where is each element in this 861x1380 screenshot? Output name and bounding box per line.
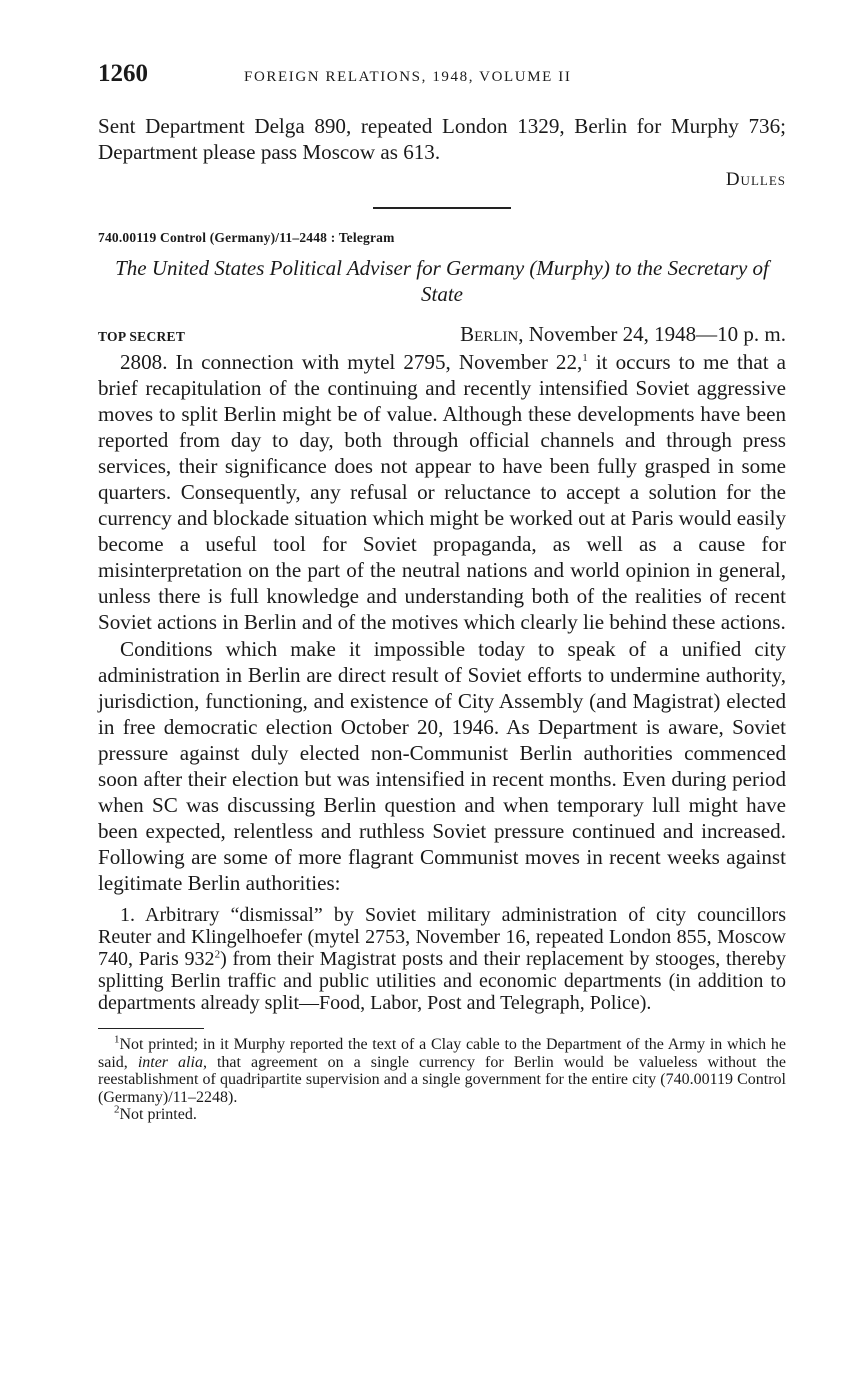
footnote-2 bbox=[98, 1103, 786, 1124]
footnote-2-mark: 2 bbox=[114, 1103, 120, 1116]
paragraph-1-start: 2808. In connection with mytel 2795, November 22, bbox=[120, 350, 583, 374]
signature: Dulles bbox=[725, 169, 786, 190]
place: Berlin, bbox=[460, 322, 524, 346]
footnote-ref-2: 2 bbox=[214, 948, 221, 961]
document-page bbox=[98, 60, 786, 1124]
dateline bbox=[98, 322, 786, 347]
footnote-1 bbox=[98, 1033, 787, 1106]
list-item-1 bbox=[98, 904, 786, 1014]
file-reference: 740.00119 Control (Germany)/11–2448 : Telegram bbox=[98, 230, 395, 245]
section-divider bbox=[373, 207, 511, 209]
classification-label: TOP SECRET bbox=[98, 329, 186, 344]
running-title: FOREIGN RELATIONS, 1948, VOLUME II bbox=[244, 69, 572, 85]
footnote-2-text: Not printed. bbox=[119, 1106, 197, 1123]
paragraph-1 bbox=[98, 349, 786, 635]
footnote-1-italic: inter alia bbox=[137, 1053, 203, 1071]
footnote-ref-1: 1 bbox=[582, 351, 588, 364]
footnote-1-rest: , that agreement on a single currency for Berlin would be valueless without the reestablishment of quadripartite supervision and a single government for the entire city (740.00119 Control (Germany)/11–2248). bbox=[98, 1053, 787, 1106]
date: November 24, 1948—10 p. m. bbox=[528, 322, 786, 346]
page-number: 1260 bbox=[98, 60, 148, 87]
footnote-1-start: Not printed; in it Murphy reported the text of a Clay cable to the Department of the Army in which he said, bbox=[98, 1036, 786, 1071]
footnote-1-mark: 1 bbox=[114, 1033, 120, 1046]
footnote-divider bbox=[98, 1028, 204, 1029]
list-item-1-rest: ) from their Magistrat posts and their replacement by stooges, thereby splitting Berlin traffic and public utilities and economic departments (in addition to departments already split—Food, Labor, Post and Telegraph, Police). bbox=[98, 948, 786, 1014]
place-date bbox=[460, 322, 786, 347]
paragraph-2: Conditions which make it impossible today to speak of a unified city administration in Berlin are direct result of Soviet efforts to undermine authority, jurisdiction, functioning, and existence of City Assembly (and Magistrat) elected in free democratic election October 20, 1946. As Department is aware, Soviet pressure against duly elected non-Communist Berlin authorities commenced soon after their election but was intensified in recent months. Even during period when SC was discussing Berlin question and when temporary lull might have been expected, relentless and ruthless Soviet pressure continued and increased. Following are some of more flagrant Communist moves in recent weeks against legitimate Berlin authorities: bbox=[98, 637, 786, 895]
footnotes bbox=[98, 1033, 787, 1124]
paragraph-1-rest: it occurs to me that a brief recapitulation of the continuing and recently intensified Soviet aggressive moves to split Berlin might be of value. Although these developments have been reported from day to day, both through official channels and through press services, their significance does not appear to have been fully grasped in some quarters. Consequently, any refusal or reluctance to accept a solution for the currency and blockade situation which might be worked out at Paris would easily become a useful tool for Soviet propaganda, as well as a cause for misinterpretation on the part of the neutral nations and world opinion in general, unless there is full knowledge and understanding both of the realities of recent Soviet actions in Berlin and of the motives which clearly lie behind these actions. bbox=[98, 350, 786, 634]
list-item-1-start: 1. Arbitrary “dismissal” by Soviet military administration of city councillors Reuter and Klingelhoefer (mytel 2753, November 16, repeated London 855, Moscow 740, Paris 932 bbox=[98, 904, 786, 970]
page-header bbox=[98, 60, 786, 100]
document-title: The United States Political Adviser for Germany (Murphy) to the Secretary of State bbox=[115, 256, 769, 306]
previous-telegram-text: Sent Department Delga 890, repeated London 1329, Berlin for Murphy 736; Department please pass Moscow as 613. bbox=[98, 114, 786, 164]
